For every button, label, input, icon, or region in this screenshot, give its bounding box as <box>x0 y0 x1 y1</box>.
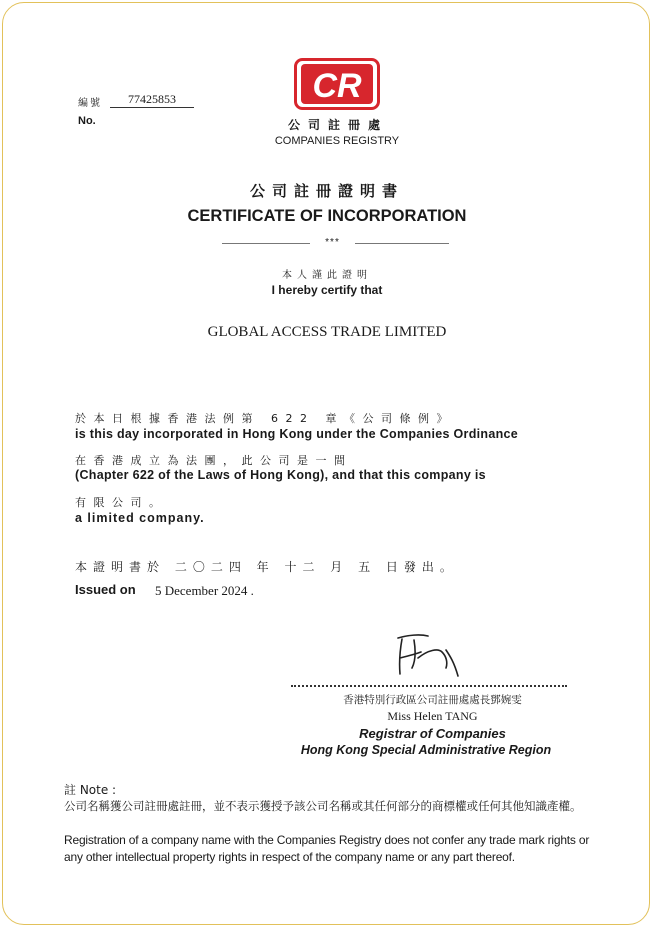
certificate-number: 77425853 <box>110 92 194 108</box>
body-line-1-en: is this day incorporated in Hong Kong under the Companies Ordinance <box>75 427 519 441</box>
companies-registry-logo <box>294 58 380 110</box>
registrar-signature <box>388 632 466 678</box>
certificate-title-en: CERTIFICATE OF INCORPORATION <box>187 207 467 225</box>
body-line-2-en: (Chapter 622 of the Laws of Hong Kong), and that this company is <box>75 468 486 482</box>
note-text-en: Registration of a company name with the Companies Registry does not confer any trade mark rights or any other intellectual property rights in respect of the company name or any part thereof. <box>64 833 590 864</box>
registrar-name: Miss Helen TANG <box>387 709 478 723</box>
divider-left <box>222 243 310 244</box>
signature-line <box>291 685 567 687</box>
registry-name-zh: 公司註冊處 <box>287 118 388 132</box>
body-line-2-zh: 在香港成立為法團，此公司是一間 <box>75 454 353 467</box>
divider-right <box>355 243 449 244</box>
registrar-region: Hong Kong Special Administrative Region <box>300 743 552 757</box>
body-line-3-zh: 有限公司。 <box>75 496 168 509</box>
number-label-en: No. <box>78 115 96 127</box>
registry-name-en: COMPANIES REGISTRY <box>274 135 400 147</box>
note-text-zh: 公司名稱獲公司註冊處註冊，並不表示獲授予該公司名稱或其任何部分的商標權或任何其他知識產權。 <box>64 799 582 813</box>
company-name: GLOBAL ACCESS TRADE LIMITED <box>207 324 447 340</box>
issued-label: Issued on <box>75 582 136 597</box>
body-line-3-en: a limited company. <box>75 511 205 525</box>
registrar-title-zh: 香港特別行政區公司註冊處處長鄧婉雯 <box>343 694 522 706</box>
number-label-zh: 編號 <box>78 98 102 109</box>
issued-text-zh: 本證明書於 二〇二四 年 十二 月 五 日發出。 <box>75 560 458 574</box>
certify-text-en: I hereby certify that <box>271 283 383 297</box>
registrar-title-en: Registrar of Companies <box>359 726 506 741</box>
certificate-title-zh: 公司註冊證明書 <box>249 182 404 200</box>
body-line-1-zh: 於本日根據香港法例第 622 章《公司條例》 <box>75 412 455 425</box>
certify-text-zh: 本人謹此證明 <box>282 270 372 281</box>
logo-text: CR <box>312 67 362 105</box>
note-label: 註 Note : <box>64 783 117 797</box>
issued-date: 5 December 2024 . <box>155 583 254 598</box>
divider-stars: *** <box>325 237 340 248</box>
